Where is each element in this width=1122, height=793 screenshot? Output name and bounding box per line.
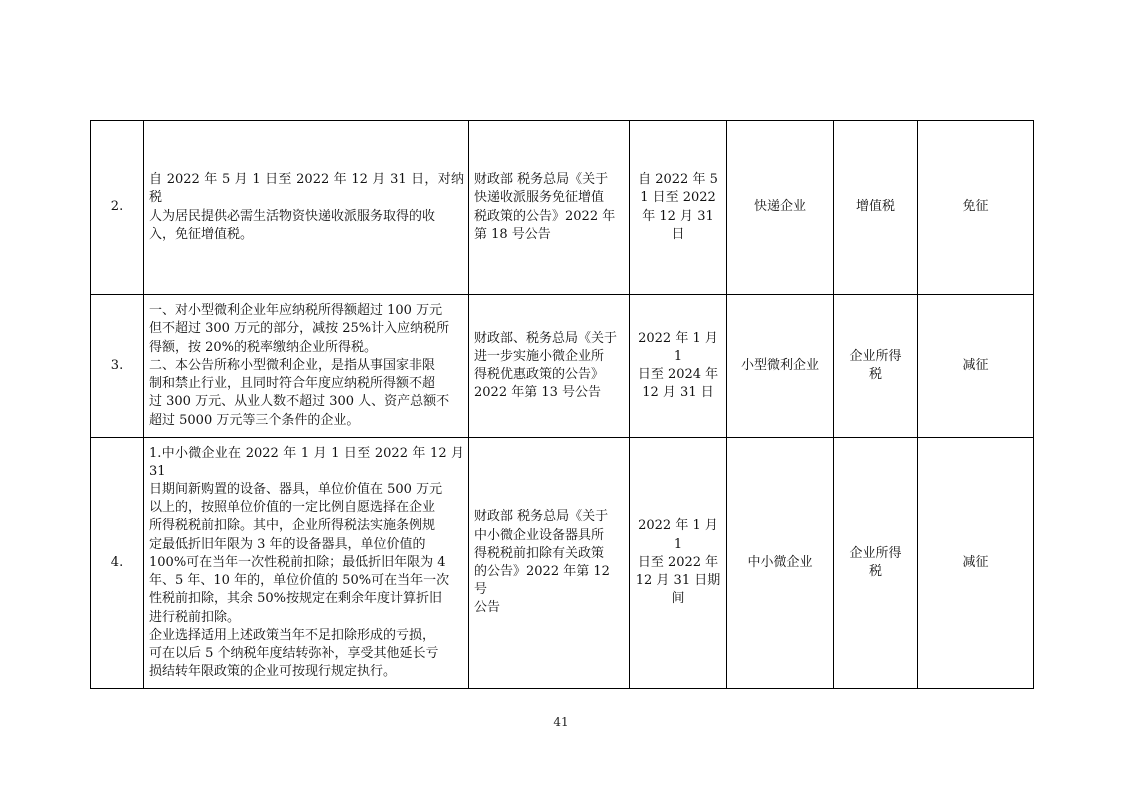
row-number: 2. xyxy=(91,121,144,295)
policy-tax-type-text: 企业所得 税 xyxy=(849,348,902,382)
table-row xyxy=(91,295,1034,438)
policy-period-text: 2022 年 1 月 1 日至 2024 年 12 月 31 日 xyxy=(637,330,719,401)
policy-content xyxy=(144,295,469,438)
policy-tax-type-text: 企业所得 税 xyxy=(849,545,902,579)
policy-tax-type: 增值税 xyxy=(834,121,918,295)
policy-source-text: 财政部 税务总局《关于 快递收派服务免征增值 税政策的公告》2022 年 第 18 号公告 xyxy=(474,172,616,242)
policy-period-text: 2022 年 1 月 1 日至 2022 年 12 月 31 日期 间 xyxy=(635,518,721,607)
policy-content-text: 1.中小微企业在 2022 年 1 月 1 日至 2022 年 12 月 31 日期间新购置的设备、器具，单位价值在 500 万元 以上的，按照单位价值的一定比例自愿选择在企业 所得税税前扣除。其中，企业所得税法实施条例规 定最低折旧年限为 3 年的设备器具，单位价值的 100%可在当年一次性税前扣除；最低折旧年限为 4 年、5 年、10 年的，单位价值的 50%可在当年一次 性税前扣除，其余 50%按规定在剩余年度计算折旧 进行税前扣除。 企业选择适用上述政策当年不足扣除形成的亏损， 可在以后 5 个纳税年度结转弥补，享受其他延长亏 损结转年限政策的企业可按现行规定执行。 xyxy=(149,445,464,680)
policy-period xyxy=(630,121,727,295)
policy-period xyxy=(630,438,727,689)
policy-source-text: 财政部 税务总局《关于 中小微企业设备器具所 得税税前扣除有关政策 的公告》2022 年第 12 号 公告 xyxy=(474,509,610,616)
table-row xyxy=(91,121,1034,295)
policy-method: 免征 xyxy=(918,121,1034,295)
row-number: 4. xyxy=(91,438,144,689)
policy-table xyxy=(90,120,1034,689)
page-number: 41 xyxy=(553,715,569,729)
policy-period xyxy=(630,295,727,438)
policy-source xyxy=(469,121,630,295)
policy-content xyxy=(144,438,469,689)
policy-target: 中小微企业 xyxy=(727,438,834,689)
policy-target: 快递企业 xyxy=(727,121,834,295)
policy-source xyxy=(469,295,630,438)
policy-method: 减征 xyxy=(918,438,1034,689)
row-number: 3. xyxy=(91,295,144,438)
policy-method: 减征 xyxy=(918,295,1034,438)
policy-tax-type xyxy=(834,438,918,689)
policy-target: 小型微利企业 xyxy=(727,295,834,438)
table-row xyxy=(91,438,1034,689)
policy-content-text: 自 2022 年 5 月 1 日至 2022 年 12 月 31 日，对纳税 人为居民提供必需生活物资快递收派服务取得的收 入，免征增值税。 xyxy=(149,172,464,242)
policy-period-text: 自 2022 年 5 1 日至 2022 年 12 月 31 日 xyxy=(638,172,718,242)
policy-content-text: 一、对小型微利企业年应纳税所得额超过 100 万元 但不超过 300 万元的部分，减按 25%计入应纳税所 得额，按 20%的税率缴纳企业所得税。 二、本公告所称小型微利企业，是指从事国家非限 制和禁止行业，且同时符合年度应纳税所得额不超 过 300 万元、从业人数不超过 300 人、资产总额不 超过 5000 万元等三个条件的企业。 xyxy=(149,303,450,428)
policy-tax-type xyxy=(834,295,918,438)
policy-source xyxy=(469,438,630,689)
policy-source-text: 财政部、税务总局《关于 进一步实施小微企业所 得税优惠政策的公告》 2022 年第 13 号公告 xyxy=(474,330,618,401)
policy-content xyxy=(144,121,469,295)
